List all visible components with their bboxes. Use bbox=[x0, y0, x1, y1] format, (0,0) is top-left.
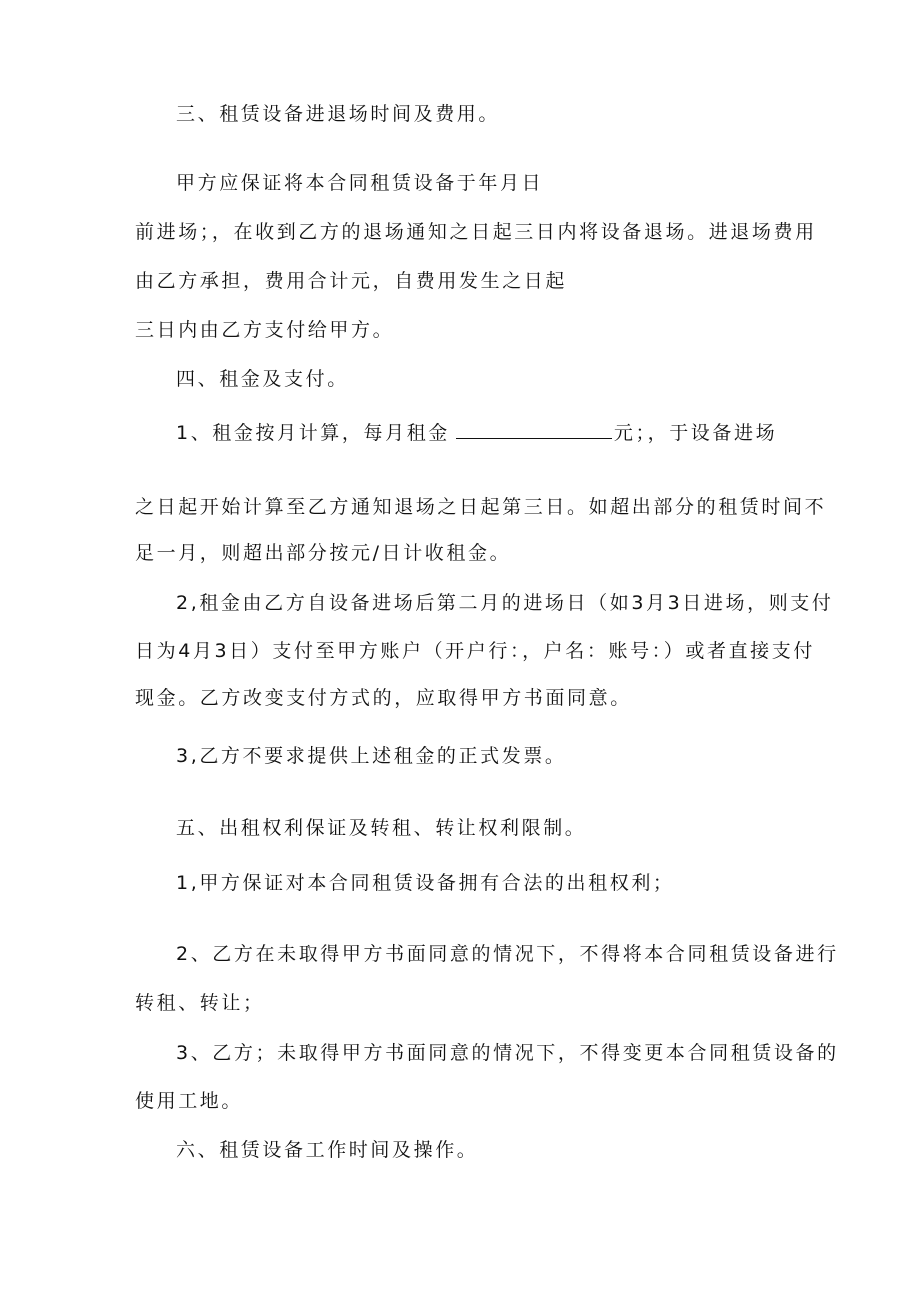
section-3-heading: 三、租赁设备进退场时间及费用。 bbox=[176, 103, 501, 125]
paragraph-line: 3,乙方不要求提供上述租金的正式发票。 bbox=[176, 745, 567, 767]
rent-amount-blank bbox=[456, 420, 612, 439]
paragraph-line: 转租、转让； bbox=[135, 992, 265, 1014]
paragraph-line: 前进场；，在收到乙方的退场通知之日起三日内将设备退场。进退场费用 bbox=[135, 221, 817, 243]
section-5-heading: 五、出租权利保证及转租、转让权利限制。 bbox=[176, 817, 587, 839]
paragraph-line: 2、乙方在未取得甲方书面同意的情况下，不得将本合同租赁设备进行 bbox=[176, 943, 839, 965]
paragraph-line: 3、乙方；未取得甲方书面同意的情况下，不得变更本合同租赁设备的 bbox=[176, 1042, 839, 1064]
paragraph-line: 2,租金由乙方自设备进场后第二月的进场日（如3月3日进场，则支付 bbox=[176, 592, 834, 614]
paragraph-line: 足一月，则超出部分按元/日计收租金。 bbox=[135, 542, 512, 564]
paragraph-line: 1,甲方保证对本合同租赁设备拥有合法的出租权利； bbox=[176, 872, 675, 894]
section-6-heading: 六、租赁设备工作时间及操作。 bbox=[176, 1139, 479, 1161]
paragraph-line: 由乙方承担，费用合计元，自费用发生之日起 bbox=[135, 270, 568, 292]
section-4-heading: 四、租金及支付。 bbox=[176, 368, 349, 390]
paragraph-line: 日为4月3日）支付至甲方账户（开户行：，户名：账号：）或者直接支付 bbox=[135, 640, 815, 662]
paragraph-line: 现金。乙方改变支付方式的，应取得甲方书面同意。 bbox=[135, 687, 632, 709]
paragraph-line: 之日起开始计算至乙方通知退场之日起第三日。如超出部分的租赁时间不 bbox=[135, 496, 827, 518]
rent-label: 1、租金按月计算，每月租金 bbox=[176, 422, 450, 444]
paragraph-line: 使用工地。 bbox=[135, 1090, 244, 1112]
rent-suffix: 元；，于设备进场 bbox=[613, 422, 778, 444]
paragraph-line: 甲方应保证将本合同租赁设备于年月日 bbox=[176, 172, 544, 194]
paragraph-line: 三日内由乙方支付给甲方。 bbox=[135, 319, 395, 341]
paragraph-line-with-blank bbox=[176, 420, 777, 446]
